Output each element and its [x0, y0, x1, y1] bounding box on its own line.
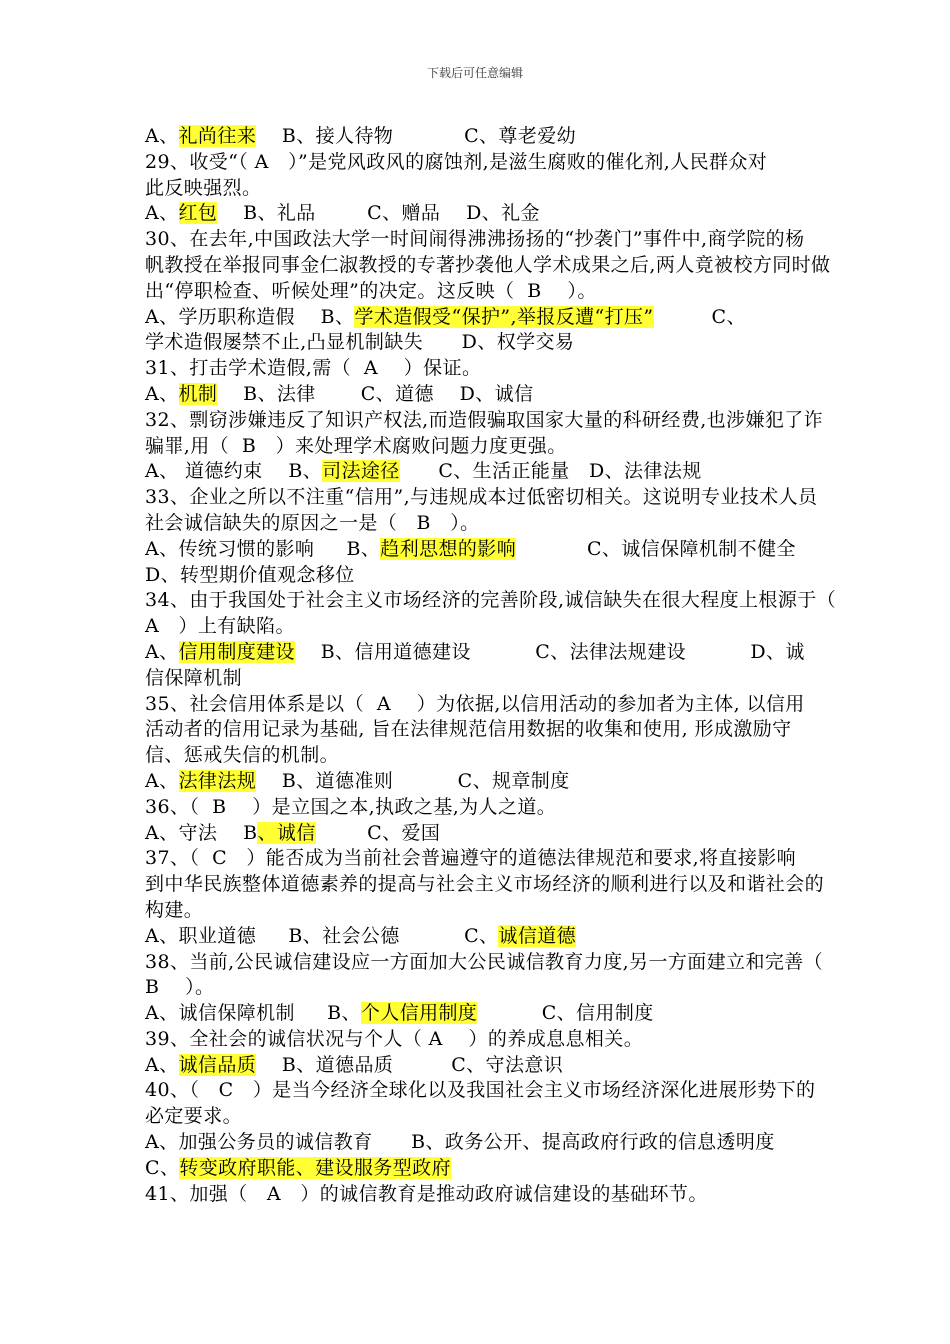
- line-text: A、: [145, 769, 179, 792]
- text-line: [145, 640, 943, 666]
- line-text: 活动者的信用记录为基础, 旨在法律规范信用数据的收集和使用, 形成激励守: [145, 718, 792, 741]
- text-line: [145, 434, 943, 460]
- highlighted-answer: 转变政府职能、建设服务型政府: [179, 1156, 451, 1179]
- line-text: 骗罪,用（ B ）来处理学术腐败问题力度更强。: [145, 434, 567, 457]
- page-header: 下载后可任意编辑: [426, 66, 523, 80]
- line-text: A、职业道德 B、社会公德 C、: [145, 924, 499, 947]
- line-text: B、道德准则 C、规章制度: [256, 769, 570, 792]
- text-line: [145, 537, 943, 563]
- text-line: [145, 1130, 943, 1156]
- text-line: [145, 1027, 943, 1053]
- line-text: A、: [145, 382, 179, 405]
- line-text: 社会诚信缺失的原因之一是（ B ）。: [145, 511, 480, 534]
- line-text: A ）上有缺陷。: [145, 615, 295, 638]
- line-text: 39、全社会的诚信状况与个人（ A ）的养成息息相关。: [145, 1027, 644, 1050]
- text-line: [145, 305, 943, 331]
- line-text: 34、由于我国处于社会主义市场经济的完善阶段,诚信缺失在很大程度上根源于（: [145, 589, 837, 612]
- text-line: [145, 769, 943, 795]
- line-text: C、: [145, 1156, 180, 1179]
- text-line: [145, 975, 943, 1001]
- text-line: [145, 279, 943, 305]
- line-text: 此反映强烈。: [145, 176, 262, 199]
- text-line: [145, 253, 943, 279]
- text-line: [145, 408, 943, 434]
- line-text: A、诚信保障机制 B、: [145, 1002, 361, 1025]
- line-text: B、信用道德建设 C、法律法规建设 D、诚: [294, 640, 805, 663]
- line-text: A、守法 B: [145, 821, 258, 844]
- text-line: [145, 201, 943, 227]
- text-line: [145, 743, 943, 769]
- text-line: [145, 356, 943, 382]
- text-line: [145, 846, 943, 872]
- text-line: [145, 692, 943, 718]
- line-text: A、传统习惯的影响 B、: [145, 537, 381, 560]
- text-line: [145, 1182, 943, 1208]
- line-text: B、道德品质 C、守法意识: [256, 1053, 564, 1076]
- text-line: [145, 563, 943, 589]
- text-line: [145, 1053, 943, 1079]
- text-line: [145, 821, 943, 847]
- line-text: 37、（ C ）能否成为当前社会普遍遵守的道德法律规范和要求,将直接影响: [145, 847, 797, 870]
- text-line: [145, 717, 943, 743]
- line-text: 出“停职检查、听候处理”的决定。这反映（ B ）。: [145, 279, 597, 302]
- text-line: [145, 614, 943, 640]
- line-text: A、: [145, 125, 179, 147]
- line-text: A、 道德约束 B、: [145, 460, 323, 483]
- line-text: 31、打击学术造假,需（ A ）保证。: [145, 357, 482, 380]
- line-text: 30、在去年,中国政法大学一时间闹得沸沸扬扬的“抄袭门”事件中,商学院的杨: [145, 228, 805, 251]
- text-line: [145, 1104, 943, 1130]
- highlighted-answer: 法律法规: [178, 769, 257, 792]
- highlighted-answer: 信用制度建设: [178, 640, 295, 663]
- line-text: C、爱国: [315, 821, 441, 844]
- line-text: 40、（ C ）是当今经济全球化以及我国社会主义市场经济深化进展形势下的: [145, 1079, 816, 1102]
- highlighted-answer: 红包: [178, 202, 218, 225]
- text-line: [145, 795, 943, 821]
- line-text: 必定要求。: [145, 1105, 243, 1128]
- highlighted-answer: 诚信道德: [498, 924, 577, 947]
- text-line: [145, 588, 943, 614]
- line-text: 32、剽窃涉嫌违反了知识产权法,而造假骗取国家大量的科研经费,也涉嫌犯了诈: [145, 408, 824, 431]
- highlighted-answer: 机制: [178, 382, 218, 405]
- text-line: [145, 1156, 943, 1182]
- text-line: [145, 330, 943, 356]
- line-text: 29、收受“（ A ）”是党风政风的腐蚀剂,是滋生腐败的催化剂,人民群众对: [145, 150, 768, 173]
- highlighted-answer: 司法途径: [322, 460, 400, 483]
- line-text: A、: [145, 202, 179, 225]
- text-line: [145, 1001, 943, 1027]
- line-text: 41、加强（ A ）的诚信教育是推动政府诚信建设的基础环节。: [145, 1182, 708, 1205]
- line-text: A、: [145, 1053, 179, 1076]
- line-text: B、礼品 C、赠品 D、礼金: [217, 202, 540, 225]
- text-line: [145, 872, 943, 898]
- highlighted-answer: 学术造假受“保护”,举报反遭“打压”: [354, 305, 654, 328]
- line-text: 36、（ B ）是立国之本,执政之基,为人之道。: [145, 795, 557, 818]
- text-line: [145, 898, 943, 924]
- text-line: [145, 176, 943, 202]
- line-text: A、加强公务员的诚信教育 B、政务公开、提高政府行政的信息透明度: [145, 1131, 775, 1154]
- line-text: 信保障机制: [145, 666, 243, 689]
- line-text: B ）。: [145, 976, 215, 999]
- line-text: 帆教授在举报同事金仁淑教授的专著抄袭他人学术成果之后,两人竟被校方同时做: [145, 253, 831, 276]
- line-text: D、转型期价值观念移位: [145, 563, 355, 586]
- text-line: [145, 227, 943, 253]
- line-text: 38、当前,公民诚信建设应一方面加大公民诚信教育力度,另一方面建立和完善（: [145, 950, 824, 973]
- line-text: 到中华民族整体道德素养的提高与社会主义市场经济的顺利进行以及和谐社会的: [145, 873, 825, 896]
- text-line: [145, 1078, 943, 1104]
- text-line: [145, 666, 943, 692]
- line-text: 33、企业之所以不注重“信用”,与违规成本过低密切相关。这说明专业技术人员: [145, 486, 818, 509]
- line-text: 学术造假屡禁不止,凸显机制缺失 D、权学交易: [145, 331, 575, 354]
- line-text: C、生活正能量 D、法律法规: [399, 460, 702, 483]
- line-text: C、诚信保障机制不健全: [516, 537, 796, 560]
- highlighted-answer: 个人信用制度: [360, 1002, 478, 1025]
- text-line: [145, 382, 943, 408]
- highlighted-answer: 、诚信: [257, 821, 316, 844]
- highlighted-answer: 礼尚往来: [178, 125, 257, 147]
- line-text: A、学历职称造假 B、: [145, 305, 355, 328]
- text-line: [145, 511, 943, 537]
- line-text: C、信用制度: [477, 1002, 654, 1025]
- line-text: 信、惩戒失信的机制。: [145, 744, 340, 767]
- highlighted-answer: 趋利思想的影响: [380, 537, 517, 560]
- text-line: [145, 150, 943, 176]
- text-line: [145, 485, 943, 511]
- line-text: B、接人待物 C、尊老爱幼: [256, 125, 577, 147]
- line-text: 构建。: [145, 898, 204, 921]
- line-text: A、: [145, 640, 179, 663]
- text-line: [145, 950, 943, 976]
- line-text: C、: [653, 305, 746, 328]
- line-text: B、法律 C、道德 D、诚信: [217, 382, 534, 405]
- text-line: [145, 924, 943, 950]
- line-text: 35、社会信用体系是以（ A ）为依据,以信用活动的参加者为主体, 以信用: [145, 692, 805, 715]
- text-line: [145, 459, 943, 485]
- document-body: [145, 124, 943, 1207]
- highlighted-answer: 诚信品质: [178, 1053, 257, 1076]
- text-line: [145, 124, 943, 150]
